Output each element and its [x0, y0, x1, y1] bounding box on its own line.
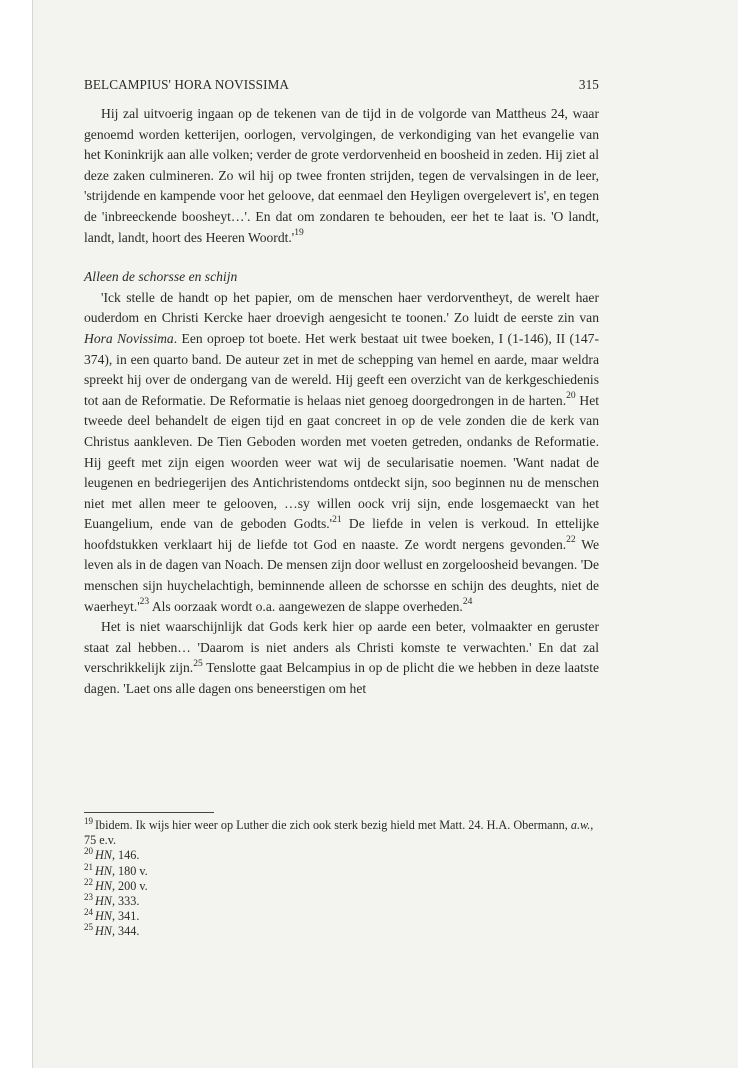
paragraph-text: De liefde in velen is verkoud. In ettelijke hoofdstukken verklaart hij de liefde tot God en naaste. Ze wordt nergens gevonden. [84, 516, 600, 552]
footnote-italic: a.w. [570, 818, 591, 832]
footnote-text: , 344. [111, 924, 140, 939]
book-page [32, 0, 738, 1068]
page-number: 315 [578, 77, 599, 92]
footnote-ref: 20 [566, 391, 576, 402]
paragraph-text: Het is niet waarschijnlijk dat Gods kerk hier op aarde een beter, volmaakter en geruster staat zal hebben… 'Daarom is niet anders als Christi komste te verwachten.' En dat zal verschrikkelijk zijn. [84, 619, 599, 676]
section-heading: Alleen de schorsse en schijn [84, 269, 238, 285]
footnote [84, 891, 599, 909]
footnote-number: 24 [84, 907, 93, 918]
paragraph-text: 'Ick stelle de handt op het papier, om de menschen haer verdorventheyt, de werelt haer ouderdom en Christi Kercke haer droevigh aengesicht te toonen.' Zo luidt de eerste zin van [84, 289, 599, 326]
footnote-ref: 21 [332, 514, 342, 525]
footnote-text: , 341. [111, 909, 140, 924]
footnote-ref: 19 [294, 228, 304, 239]
paragraph [84, 617, 599, 699]
footnote-number: 21 [84, 861, 93, 872]
paragraph-text: We leven als in de dagen van Noach. De mensen zijn door wellust en zorgeloosheid bevangen. 'De menschen sijn huychelachtigh, beminnende alleen de schorsse en schijn des deughts, niet de waerheyt.' [84, 536, 599, 614]
footnote-divider [84, 812, 214, 813]
footnote-ref: 22 [566, 535, 576, 546]
footnote-ref: 25 [193, 658, 203, 669]
footnote-italic: HN [95, 848, 112, 863]
footnote [84, 815, 599, 848]
footnote-number: 19 [84, 815, 93, 826]
footnote-italic: HN [95, 863, 112, 878]
footnote-italic: HN [95, 878, 112, 893]
footnote [84, 861, 599, 879]
paragraph-text: Als oorzaak wordt o.a. aangewezen de slappe overheden. [149, 598, 463, 614]
footnote-number: 20 [84, 846, 93, 857]
footnote-italic: HN [95, 924, 112, 939]
footnote-italic: HN [95, 894, 112, 909]
paragraph-text: Het tweede deel behandelt de eigen tijd en gaat concreet in op de vele zonden die de kerk van Christus aankleven. De Tien Geboden worden met voeten getreden, ondanks de Reformatie. Hij geeft met zijn eigen woorden weer wat wij de secularisatie noemen. 'Want nadat de leugenen en bedriegerijen des Antichristendoms ontdeckt sijn, soo beginnen nu de menschen niet met allen meer te gelooven, …sy willen oock vrij sijn, ende losgemaeckt van het Euangelium, ende van de geboden Godts.' [84, 392, 600, 532]
footnote-text: , 200 v. [111, 878, 148, 893]
footnote-number: 25 [84, 922, 93, 933]
running-title: BELCAMPIUS' HORA NOVISSIMA [84, 77, 290, 92]
paragraph-text: . Een oproep tot boete. Het werk bestaat uit twee boeken, I (1-146), II (147-374), in een quarto band. De auteur zet in met de schepping van hemel en aarde, maar weldra spreekt hij over de ondergang van de wereld. Hij geeft een overzicht van de kerkgeschiedenis tot aan de Reformatie. De Reformatie is helaas niet genoeg doorgedrongen in de harten. [84, 330, 599, 408]
book-title: Hora Novissima [84, 330, 174, 346]
paragraph-text: Hij zal uitvoerig ingaan op de tekenen van de tijd in de volgorde van Mattheus 24, waar genoemd worden ketterijen, oorlogen, vervolgingen, de verkondiging van het evangelie van het Koninkrijk aan alle volken; verder de grote verdorvenheid en boosheid in zeden. Hij ziet al deze zaken culmineren. Zo wil hij op twee fronten strijden, tegen de vervalsingen in de leer, 'strijdende en kampende voor het geloove, dat eenmael den Heyligen overgelevert is', en tegen de 'inbreeckende boosheyt…'. En dat om zondaren te behouden, eer het te laat is. 'O landt, landt, landt, hoort des Heeren Woordt.' [84, 106, 599, 245]
footnote-number: 23 [84, 891, 93, 902]
footnote [84, 876, 599, 894]
footnote [84, 909, 599, 924]
footnote [84, 848, 599, 863]
paragraph [84, 288, 599, 618]
footnote-ref: 24 [462, 597, 473, 608]
footnote-text: , 75 e.v. [84, 818, 594, 848]
footnote [84, 924, 599, 939]
paragraph-text: Tenslotte gaat Belcampius in op de plicht die we hebben in deze laatste dagen. 'Laet ons alle dagen ons beneerstigen om het [84, 660, 600, 697]
body-text [84, 104, 599, 700]
footnote-italic: HN [95, 909, 112, 924]
footnotes [84, 815, 599, 940]
footnote-text: , 180 v. [111, 863, 148, 878]
footnote-ref: 23 [139, 597, 150, 608]
footnote-text: Ibidem. Ik wijs hier weer op Luther die zich ook sterk bezig hield met Matt. 24. H.A. Obermann, [95, 818, 571, 832]
paragraph [84, 104, 599, 248]
footnote-text: , 333. [111, 894, 140, 909]
footnote-text: , 146. [111, 848, 140, 863]
footnote-number: 22 [84, 876, 93, 887]
